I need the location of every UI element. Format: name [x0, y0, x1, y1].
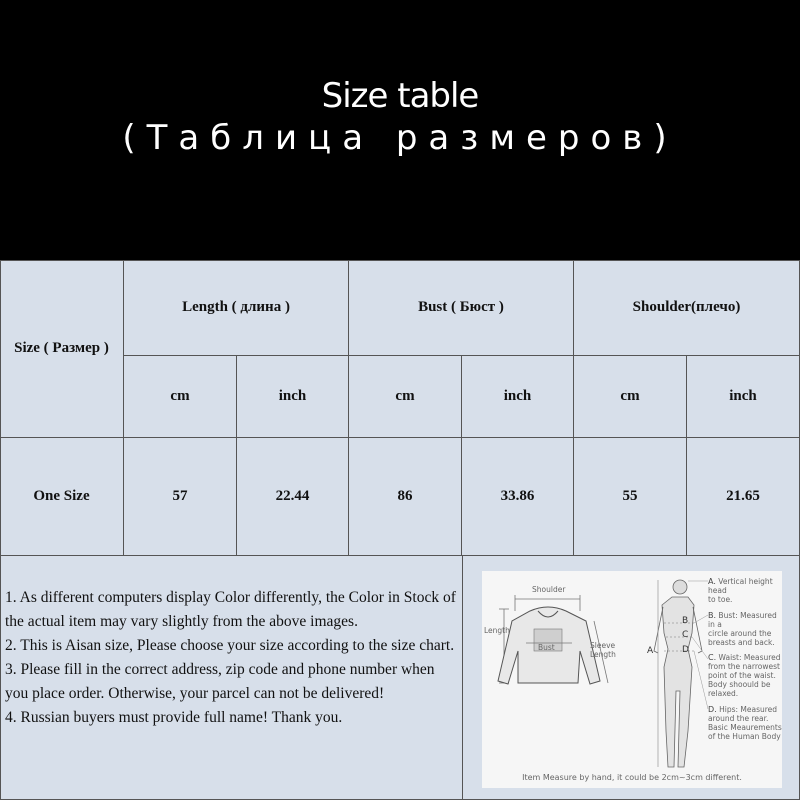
page-subtitle: (Таблица размеров): [122, 118, 678, 158]
legend-d-key: D.: [708, 705, 717, 714]
legend-d-line: Hips: Measured: [719, 705, 778, 714]
sleeve-label-line-1: Sleeve: [590, 641, 616, 650]
legend-a-line: Vertical height head: [708, 577, 773, 595]
legend-a-line: to toe.: [708, 595, 733, 604]
value-shoulder-cm: 55: [574, 438, 687, 556]
legend-d-line: of the Human Body: [708, 732, 781, 741]
legend-c-key: C.: [708, 653, 717, 662]
legend-b-line: breasts and back.: [708, 638, 775, 647]
value-length-inch: 22.44: [237, 438, 349, 556]
note-item: 3. Please fill in the correct address, zip code and phone number when you place order. Otherwise, your parcel can not be delivered!: [5, 661, 435, 702]
shoulder-group-header: Shoulder(плечо): [574, 260, 800, 356]
legend-b-key: B.: [708, 611, 717, 620]
legend-d-line: around the rear.: [708, 714, 769, 723]
legend-b-line: circle around the: [708, 629, 772, 638]
value-shoulder-inch: 21.65: [687, 438, 800, 556]
measurement-illustration: [482, 571, 782, 788]
body-letter-d: D: [682, 645, 689, 655]
unit-header-length-inch: inch: [237, 356, 349, 438]
legend-c-line: Body shoould be: [708, 680, 771, 689]
note-item: 1. As different computers display Color differently, the Color in Stock of the actual item may vary slightly from the above images.: [5, 589, 456, 630]
size-column-header: Size ( Размер ): [0, 260, 124, 438]
unit-header-shoulder-inch: inch: [687, 356, 800, 438]
measurement-figure: [463, 556, 800, 800]
bust-label: Bust: [538, 643, 555, 652]
unit-header-bust-cm: cm: [349, 356, 462, 438]
row-size-label: One Size: [0, 438, 124, 556]
legend-a-key: A.: [708, 577, 716, 586]
size-table: [0, 260, 800, 556]
body-letter-c: C: [682, 630, 689, 640]
unit-header-shoulder-cm: cm: [574, 356, 687, 438]
page-title: Size table: [321, 76, 479, 116]
legend-d-line: Basic Meaurements: [708, 723, 782, 732]
legend-d: [708, 705, 782, 741]
legend-b: [708, 611, 782, 647]
note-item: 4. Russian buyers must provide full name! Thank you.: [5, 709, 343, 726]
unit-header-bust-inch: inch: [462, 356, 574, 438]
note-item: 2. This is Aisan size, Please choose your size according to the size chart.: [5, 637, 455, 654]
legend-c-line: relaxed.: [708, 689, 739, 698]
length-label: Length: [484, 626, 510, 635]
figure-caption: Item Measure by hand, it could be 2cm~3cm different.: [522, 773, 742, 782]
sleeve-label-line-2: Length: [590, 650, 616, 659]
value-bust-inch: 33.86: [462, 438, 574, 556]
legend-c-line: from the narrowest: [708, 662, 780, 671]
legend-c-line: Waist: Measured: [718, 653, 781, 662]
legend-b-line: Bust: Measured in a: [708, 611, 777, 629]
notes-section: [0, 556, 800, 800]
body-letter-b: B: [682, 616, 689, 626]
notes-box: [0, 556, 463, 800]
legend-c-line: point of the waist.: [708, 671, 776, 680]
header-banner: [0, 0, 800, 260]
value-bust-cm: 86: [349, 438, 462, 556]
legend-a: [708, 577, 782, 604]
shoulder-label: Shoulder: [532, 585, 566, 594]
body-letter-a: A: [647, 646, 654, 656]
length-group-header: Length ( длина ): [124, 260, 349, 356]
legend-c: [708, 653, 781, 698]
bust-group-header: Bust ( Бюст ): [349, 260, 574, 356]
value-length-cm: 57: [124, 438, 237, 556]
unit-header-length-cm: cm: [124, 356, 237, 438]
